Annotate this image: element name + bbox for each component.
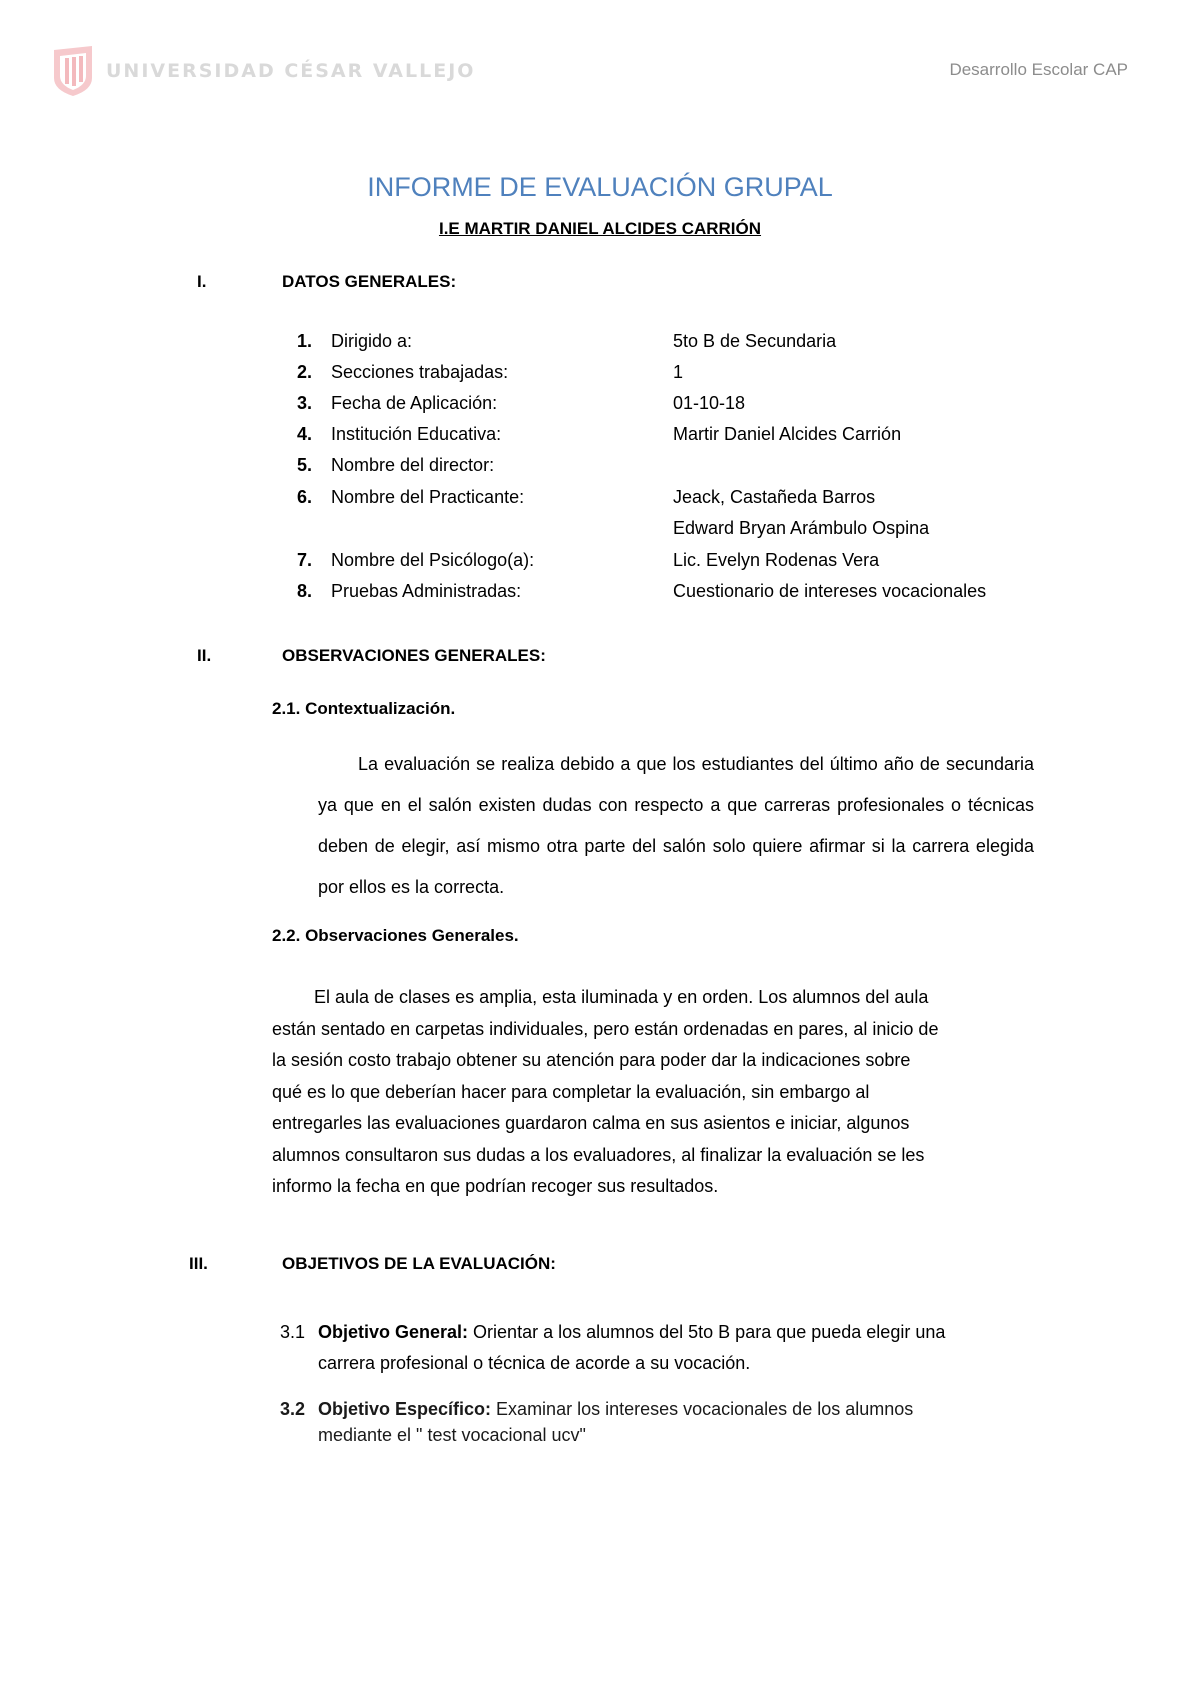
item-key: Secciones trabajadas: xyxy=(331,362,509,382)
item-value: 5to B de Secundaria xyxy=(673,331,837,351)
item-value: 1 xyxy=(673,362,684,382)
report-title: INFORME DE EVALUACIÓN GRUPAL xyxy=(367,172,833,202)
report-subtitle: I.E MARTIR DANIEL ALCIDES CARRIÓN xyxy=(438,219,762,238)
item-key: Institución Educativa: xyxy=(331,424,502,444)
paragraph-line: El aula de clases es amplia, esta iluminada y en orden. Los alumnos del aula xyxy=(314,987,929,1007)
item-number: 6. xyxy=(296,487,312,507)
list-item xyxy=(290,581,1050,605)
objective-number: 3.2 xyxy=(280,1399,306,1419)
item-key: Dirigido a: xyxy=(331,331,413,351)
item-value: 01-10-18 xyxy=(673,393,746,413)
section-label: DATOS GENERALES: xyxy=(282,272,457,291)
item-value: Lic. Evelyn Rodenas Vera xyxy=(673,550,880,570)
section-number: II. xyxy=(197,646,212,665)
item-key: Fecha de Aplicación: xyxy=(331,393,498,413)
item-number: 7. xyxy=(296,550,312,570)
university-logo xyxy=(50,44,475,98)
header-right-label: Desarrollo Escolar CAP xyxy=(949,60,1128,79)
item-number: 1. xyxy=(296,331,312,351)
contextualizacion-paragraph xyxy=(318,744,1034,908)
section-label: OBJETIVOS DE LA EVALUACIÓN: xyxy=(282,1254,556,1273)
list-item xyxy=(290,362,1050,386)
item-number: 2. xyxy=(296,362,312,382)
item-number: 8. xyxy=(296,581,312,601)
list-item xyxy=(290,455,1050,479)
subheading-observaciones: 2.2. Observaciones Generales. xyxy=(272,926,519,945)
university-shield-icon xyxy=(50,44,96,98)
section-number: III. xyxy=(189,1254,208,1273)
objective-label: Objetivo General: xyxy=(318,1322,469,1342)
item-value: Cuestionario de intereses vocacionales xyxy=(673,581,987,601)
item-key: Nombre del Practicante: xyxy=(331,487,525,507)
section-number: I. xyxy=(197,272,207,291)
list-item xyxy=(290,487,1050,511)
paragraph-line: qué es lo que deberían hacer para completar la evaluación, sin embargo al xyxy=(272,1081,870,1102)
objective-text: Examinar los intereses vocacionales de los alumnos xyxy=(491,1399,914,1419)
item-number: 5. xyxy=(296,455,312,475)
item-value: Martir Daniel Alcides Carrión xyxy=(673,424,902,444)
list-item xyxy=(290,393,1050,417)
paragraph-line: la sesión costo trabajo obtener su atención para poder dar la indicaciones sobre xyxy=(272,1050,911,1070)
objective-label: Objetivo Específico: xyxy=(318,1399,492,1419)
list-item xyxy=(290,331,1050,355)
item-number: 4. xyxy=(296,424,312,444)
objective-text-continued: carrera profesional o técnica de acorde a su vocación. xyxy=(318,1353,751,1373)
paragraph-line: alumnos consultaron sus dudas a los evaluadores, al finalizar la evaluación se les xyxy=(272,1144,925,1165)
section-label: OBSERVACIONES GENERALES: xyxy=(282,646,546,665)
subheading-contextualizacion: 2.1. Contextualización. xyxy=(272,699,456,718)
item-key: Pruebas Administradas: xyxy=(331,581,522,601)
objective-text-continued: mediante el " test vocacional ucv" xyxy=(318,1425,586,1445)
paragraph-line: entregarles las evaluaciones guardaron calma en sus asientos e iniciar, algunos xyxy=(272,1113,910,1133)
item-key: Nombre del director: xyxy=(331,455,495,475)
item-number: 3. xyxy=(296,393,312,413)
paragraph-line: están sentado en carpetas individuales, pero están ordenadas en pares, al inicio de xyxy=(272,1018,939,1039)
contextualizacion-text: La evaluación se realiza debido a que los estudiantes del último año de secundaria ya que en el salón existen dudas con respecto a que carreras profesionales o técnicas deben de elegir, así mismo otra parte del salón solo quiere afirmar si la carrera elegida por ellos es la correcta. xyxy=(318,754,1034,897)
item-key: Nombre del Psicólogo(a): xyxy=(331,550,535,570)
objective-text: Orientar a los alumnos del 5to B para que pueda elegir una xyxy=(468,1322,946,1342)
list-item xyxy=(290,424,1050,448)
observaciones-paragraph xyxy=(272,982,1034,1203)
objective-number: 3.1 xyxy=(280,1322,306,1342)
paragraph-line: informo la fecha en que podrían recoger sus resultados. xyxy=(272,1176,719,1196)
list-item xyxy=(290,518,1050,542)
objetivo-especifico xyxy=(280,1396,1040,1448)
item-value: Edward Bryan Arámbulo Ospina xyxy=(673,518,930,538)
item-value: Jeack, Castañeda Barros xyxy=(673,487,876,507)
objetivo-general xyxy=(280,1317,1040,1379)
list-item xyxy=(290,550,1050,574)
university-name: UNIVERSIDAD CÉSAR VALLEJO xyxy=(106,60,476,82)
